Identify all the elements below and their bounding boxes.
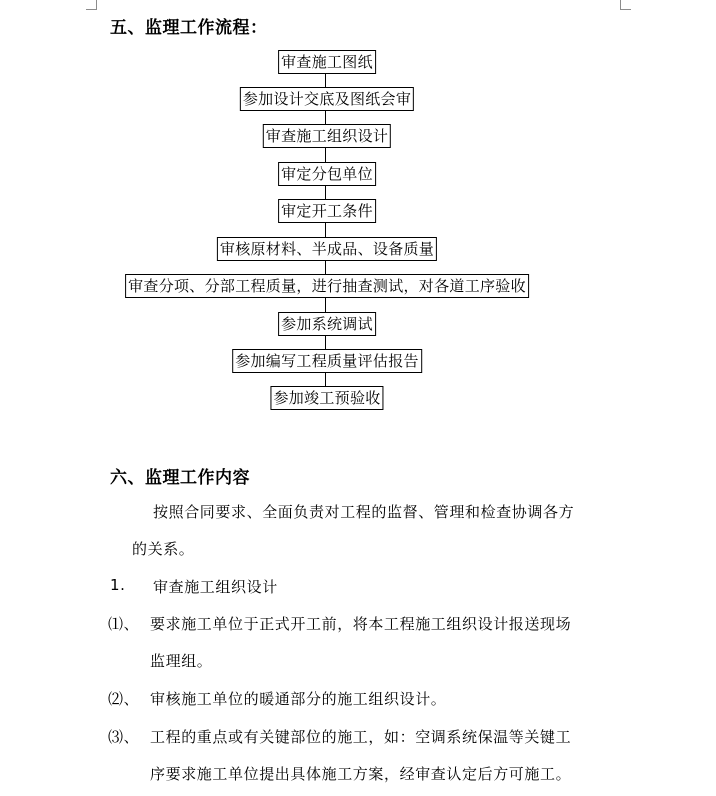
sub-item-3-number: ⑶、 [108,728,140,746]
flow-step-7: 审查分项、分部工程质量，进行抽查测试，对各道工序验收 [125,274,529,298]
sub-item-3-line-2: 序要求施工单位提出具体施工方案，经审查认定后方可施工。 [150,765,572,783]
sub-item-3-line-1: 工程的重点或有关键部位的施工，如：空调系统保温等关键工 [150,728,572,746]
flow-step-10: 参加竣工预验收 [270,386,383,410]
item-1-text: 审查施工组织设计 [153,578,278,596]
flow-step-8: 参加系统调试 [278,312,376,336]
sub-item-1-number: ⑴、 [108,615,140,633]
section-5-heading: 五、监理工作流程： [110,18,268,38]
flow-step-1: 审查施工图纸 [278,50,376,74]
flow-step-6: 审核原材料、半成品、设备质量 [217,237,437,261]
sub-item-2-text: 审核施工单位的暖通部分的施工组织设计。 [150,690,447,708]
intro-paragraph-line-2: 的关系。 [132,540,195,558]
section-6-heading: 六、监理工作内容 [110,468,250,488]
sub-item-2-number: ⑵、 [108,690,140,708]
sub-item-1-line-1: 要求施工单位于正式开工前，将本工程施工组织设计报送现场 [150,615,572,633]
item-1-number: 1. [110,576,126,594]
flow-step-5: 审定开工条件 [278,199,376,223]
page-corner-mark-right [620,0,631,10]
sub-item-1-line-2: 监理组。 [150,652,213,670]
page-corner-mark-left [86,0,97,10]
intro-paragraph-line-1: 按照合同要求、全面负责对工程的监督、管理和检查协调各方 [153,503,575,521]
flow-step-3: 审查施工组织设计 [263,124,391,148]
flowchart-connector-line [325,72,326,390]
flow-step-2: 参加设计交底及图纸会审 [240,87,414,111]
flow-step-9: 参加编写工程质量评估报告 [232,349,422,373]
flow-step-4: 审定分包单位 [278,162,376,186]
